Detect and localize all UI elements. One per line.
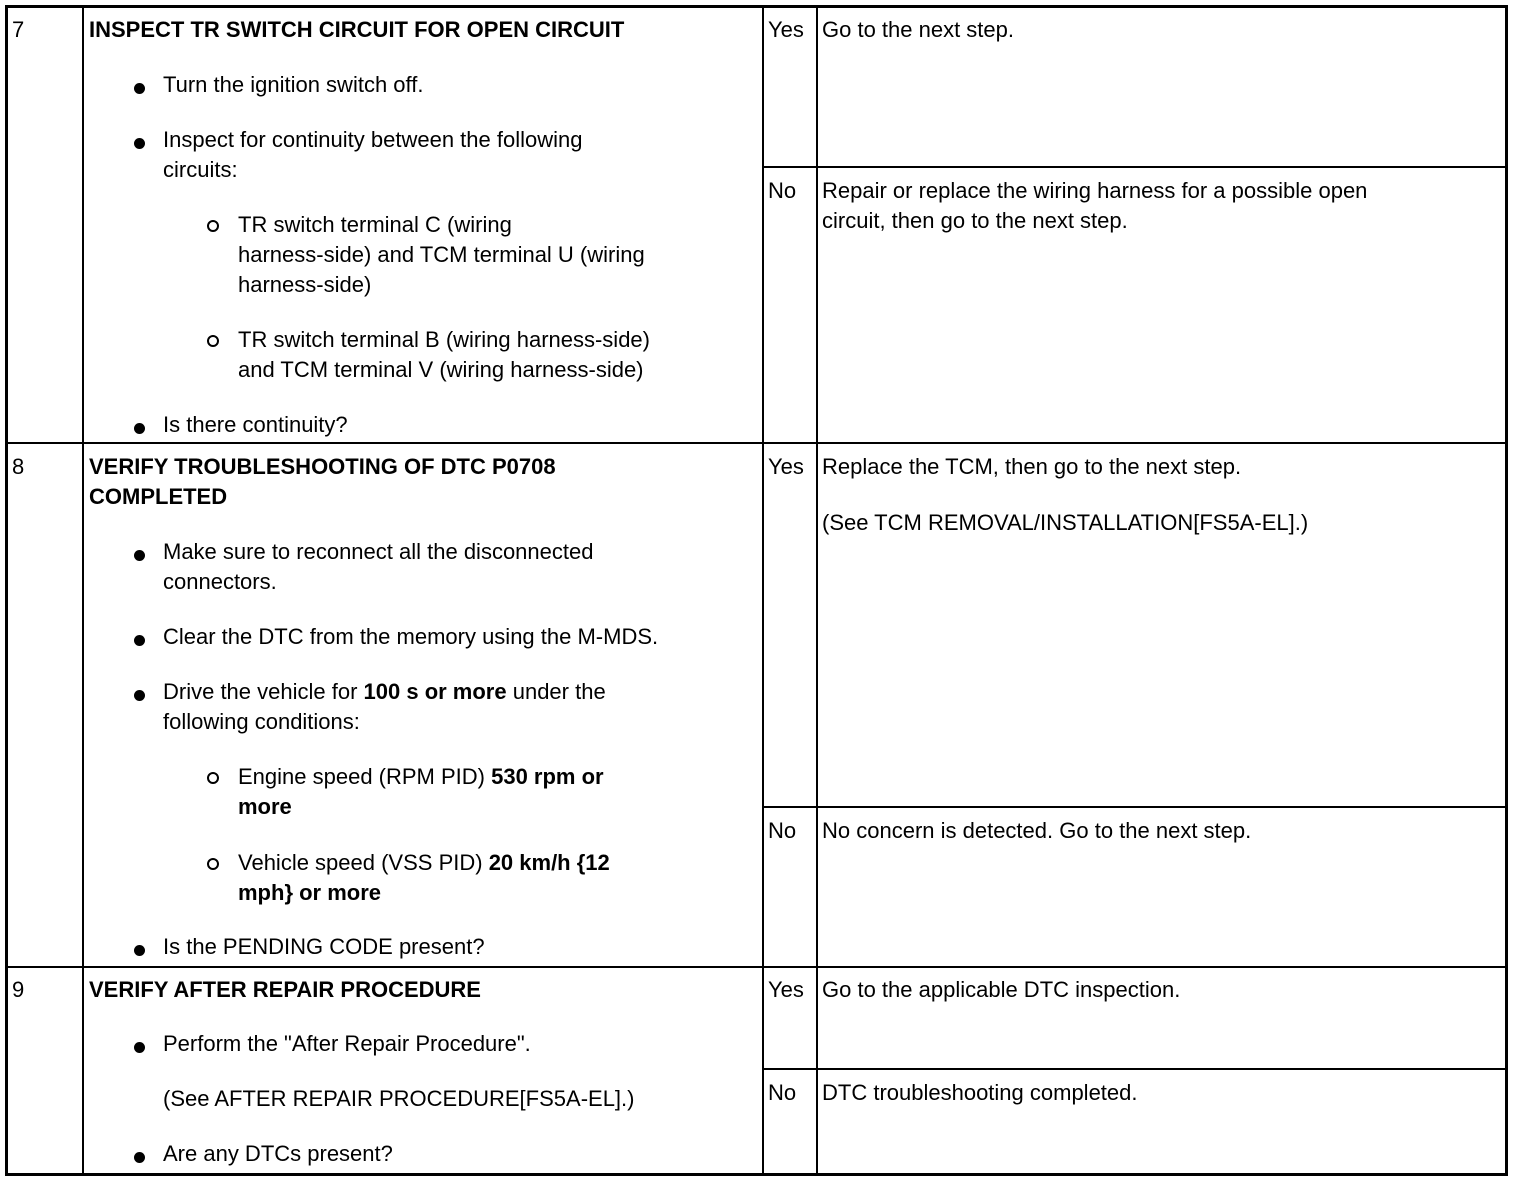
yes-label: Yes — [768, 17, 804, 42]
step-number: 8 — [12, 454, 25, 479]
yes-no-divider — [762, 1068, 1505, 1070]
text-segment: Vehicle speed (VSS PID) — [238, 850, 489, 875]
step-number: 7 — [12, 17, 25, 42]
bullet-icon — [134, 83, 145, 94]
sub-item: TR switch terminal B (wiring harness-side) — [238, 327, 650, 352]
emphasis-text: 530 rpm or — [491, 764, 604, 789]
bullet-icon — [134, 1152, 145, 1163]
column-divider — [762, 8, 764, 1173]
sub-item: TR switch terminal C (wiring — [238, 212, 512, 237]
check-item: connectors. — [163, 569, 277, 594]
question: Is the PENDING CODE present? — [163, 934, 485, 959]
question: Is there continuity? — [163, 412, 348, 437]
bullet-icon — [134, 635, 145, 646]
sub-item: and TCM terminal V (wiring harness-side) — [238, 357, 644, 382]
no-action: circuit, then go to the next step. — [822, 208, 1128, 233]
question: Are any DTCs present? — [163, 1141, 393, 1166]
column-divider — [82, 8, 84, 1173]
bullet-icon — [134, 690, 145, 701]
yes-no-divider — [762, 166, 1505, 168]
bullet-icon — [134, 138, 145, 149]
step-title: VERIFY AFTER REPAIR PROCEDURE — [89, 977, 481, 1002]
no-label: No — [768, 178, 797, 203]
check-item: Perform the "After Repair Procedure". — [163, 1031, 531, 1056]
step-number: 9 — [12, 977, 25, 1002]
sub-item — [238, 762, 604, 792]
step-title: COMPLETED — [89, 484, 228, 509]
column-divider — [816, 8, 818, 1173]
emphasis-text: 100 s or more — [363, 679, 507, 704]
check-item: Make sure to reconnect all the disconnected — [163, 539, 594, 564]
yes-label: Yes — [768, 977, 804, 1002]
yes-action: Replace the TCM, then go to the next step. — [822, 454, 1242, 479]
bullet-icon — [134, 423, 145, 434]
no-label: No — [768, 1080, 797, 1105]
yes-action: Go to the applicable DTC inspection. — [822, 977, 1181, 1002]
sub-item: more — [238, 794, 292, 819]
sub-bullet-icon — [207, 220, 219, 232]
row-divider — [8, 442, 1505, 444]
check-item: Turn the ignition switch off. — [163, 72, 424, 97]
no-action: Repair or replace the wiring harness for a possible open — [822, 178, 1368, 203]
step-title: INSPECT TR SWITCH CIRCUIT FOR OPEN CIRCUIT — [89, 17, 625, 42]
sub-bullet-icon — [207, 772, 219, 784]
bullet-icon — [134, 550, 145, 561]
sub-item — [238, 848, 610, 878]
sub-bullet-icon — [207, 858, 219, 870]
yes-action: Go to the next step. — [822, 17, 1015, 42]
sub-bullet-icon — [207, 335, 219, 347]
bullet-icon — [134, 1042, 145, 1053]
reference-link[interactable]: (See AFTER REPAIR PROCEDURE[FS5A-EL].) — [163, 1086, 635, 1111]
step-title: VERIFY TROUBLESHOOTING OF DTC P0708 — [89, 454, 556, 479]
check-item: Inspect for continuity between the following — [163, 127, 583, 152]
text-segment: Drive the vehicle for — [163, 679, 364, 704]
check-item: circuits: — [163, 157, 238, 182]
sub-item: mph} or more — [238, 880, 382, 905]
text-segment: under the — [506, 679, 606, 704]
no-action: DTC troubleshooting completed. — [822, 1080, 1138, 1105]
check-item: following conditions: — [163, 709, 360, 734]
row-divider — [8, 966, 1505, 968]
reference-link[interactable]: (See TCM REMOVAL/INSTALLATION[FS5A-EL].) — [822, 510, 1309, 535]
bullet-icon — [134, 945, 145, 956]
check-item: Clear the DTC from the memory using the M-MDS. — [163, 624, 659, 649]
sub-item: harness-side) and TCM terminal U (wiring — [238, 242, 645, 267]
sub-item: harness-side) — [238, 272, 372, 297]
no-label: No — [768, 818, 797, 843]
yes-no-divider — [762, 806, 1505, 808]
yes-label: Yes — [768, 454, 804, 479]
text-segment: Engine speed (RPM PID) — [238, 764, 492, 789]
emphasis-text: 20 km/h {12 — [488, 850, 610, 875]
troubleshooting-table — [5, 5, 1508, 1176]
check-item — [163, 677, 606, 707]
no-action: No concern is detected. Go to the next step. — [822, 818, 1252, 843]
